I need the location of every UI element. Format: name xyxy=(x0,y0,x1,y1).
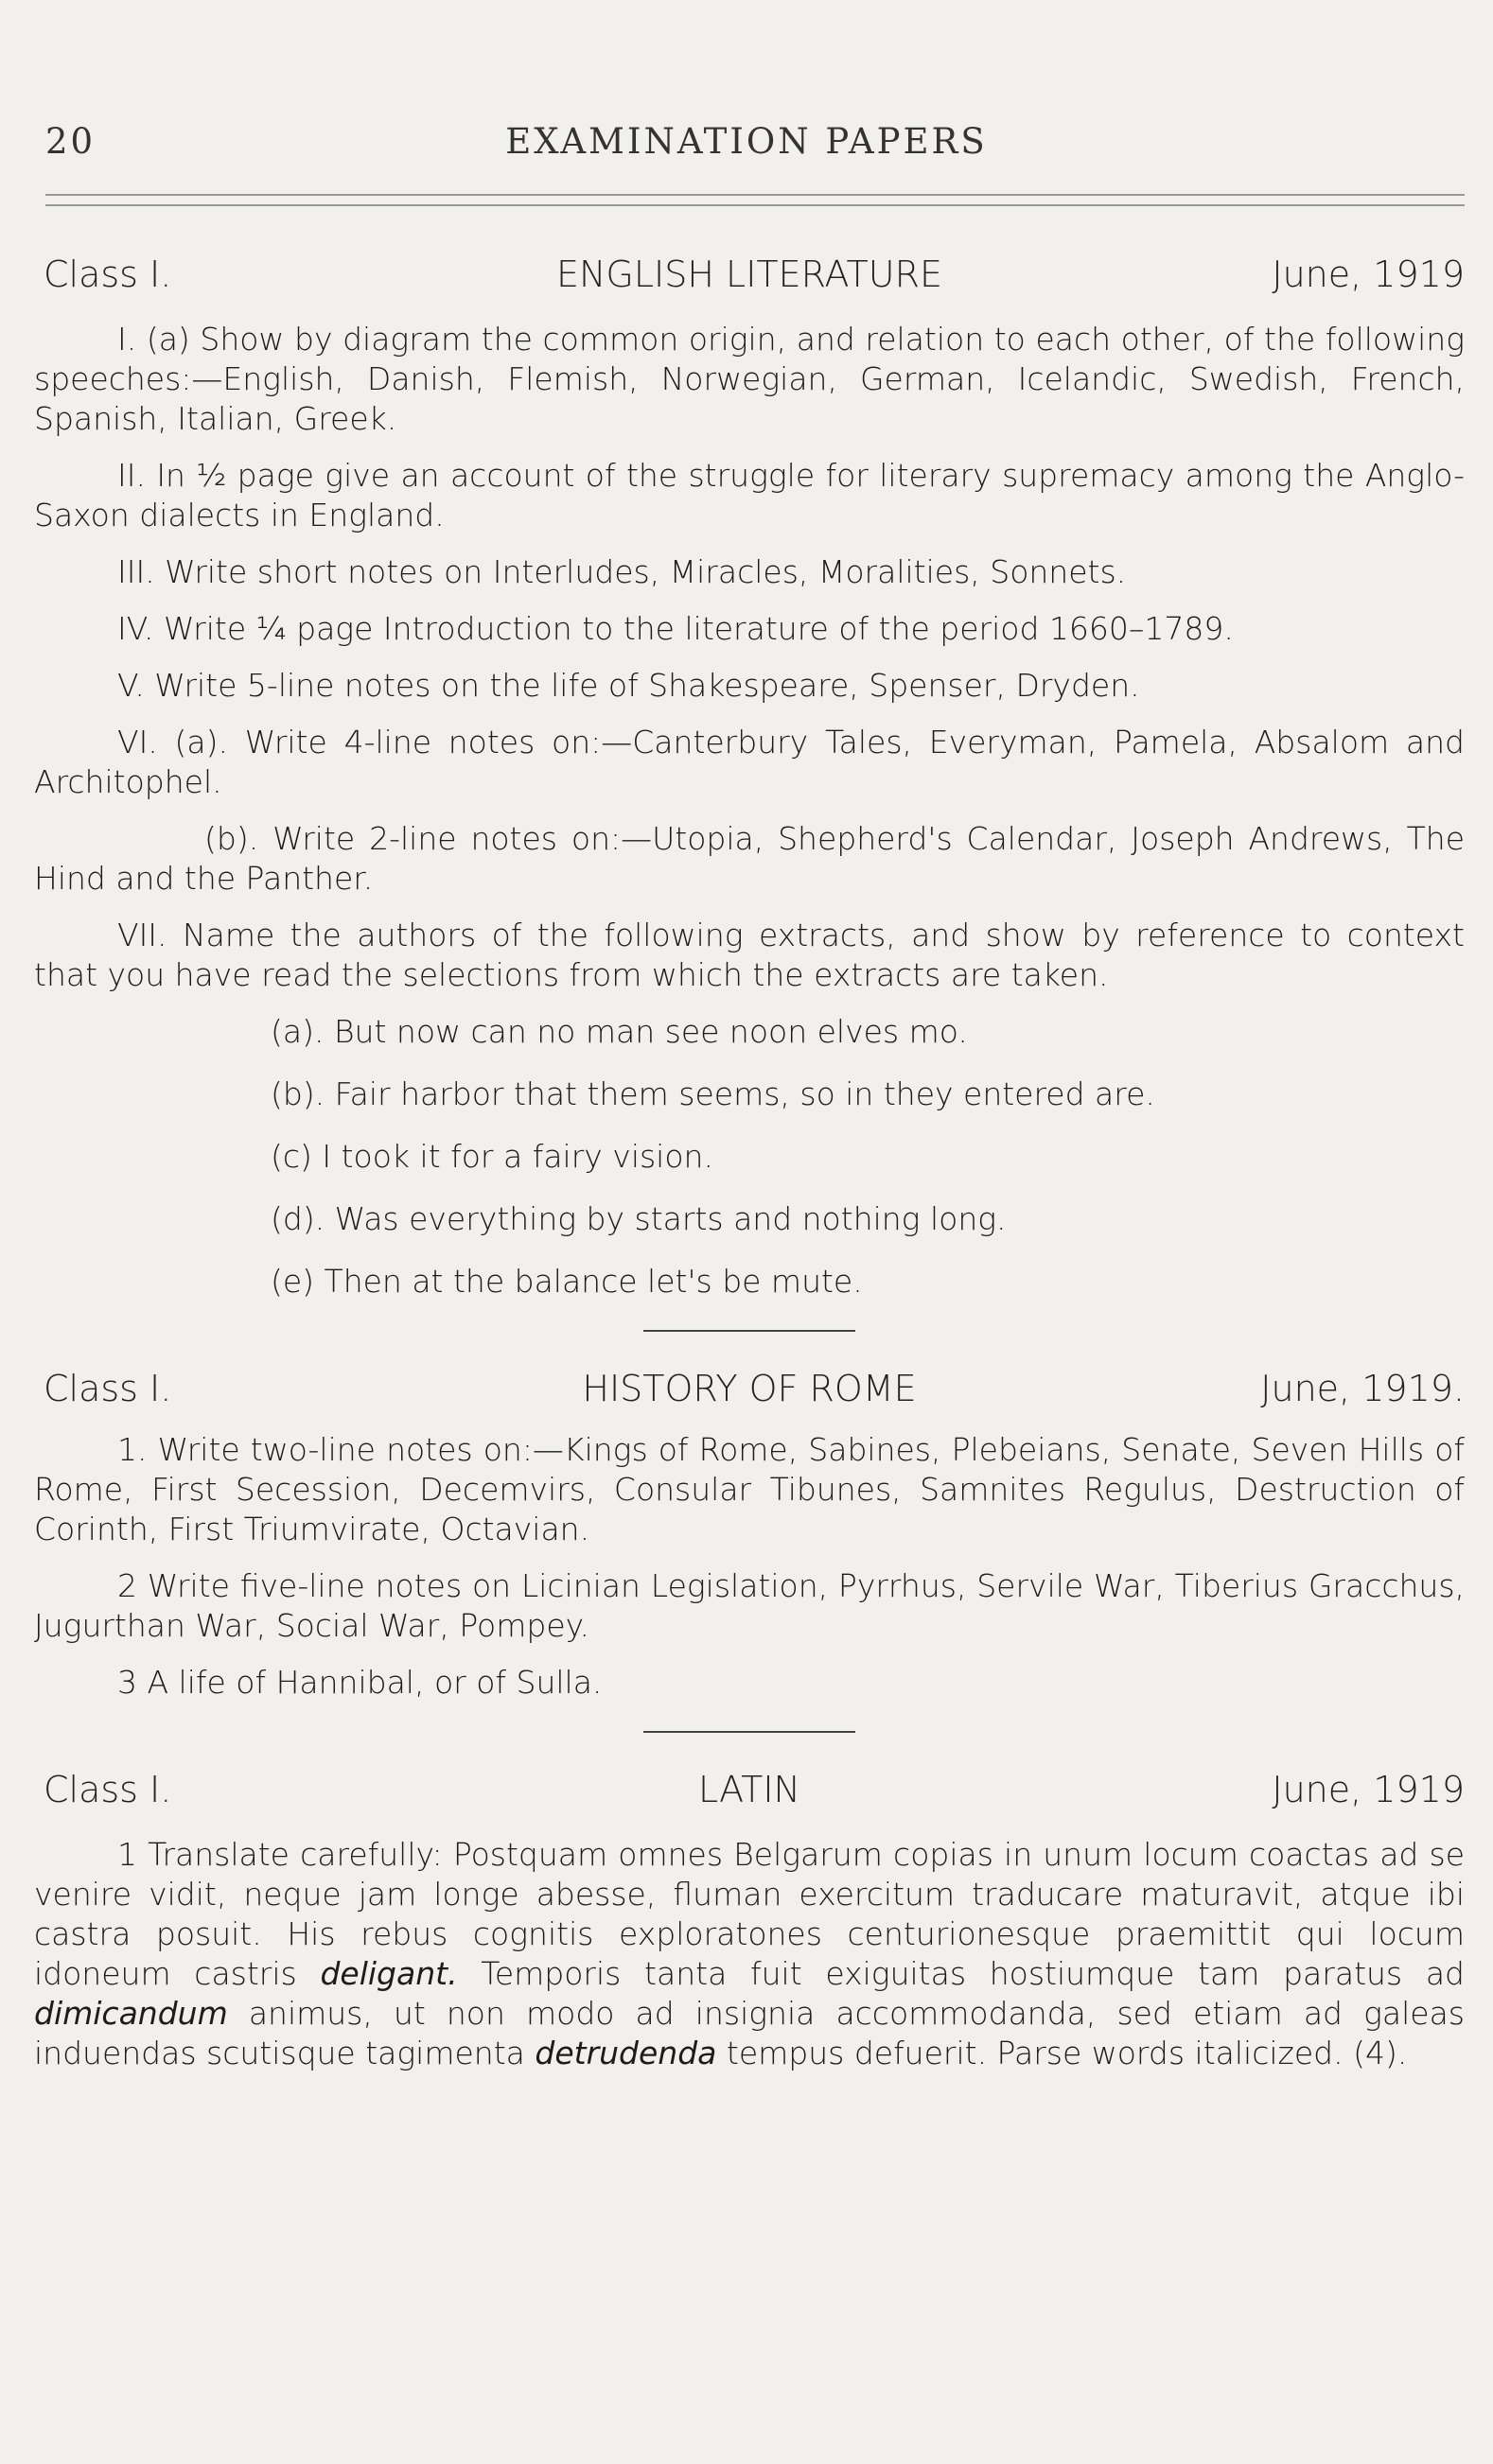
question-text: tempus defuerit. Parse words italicized. (4). xyxy=(716,2035,1408,2071)
question: (b). Write 2-line notes on:—Utopia, Shepherd's Calendar, Joseph Andrews, The Hind and the Panther. xyxy=(34,820,1465,897)
header-rule xyxy=(45,194,1465,196)
question-text: Temporis tanta fuit exiguitas hostiumque tam paratus ad xyxy=(457,1955,1465,1992)
class-label: Class I. xyxy=(44,1769,172,1810)
italic-word: deligant. xyxy=(320,1955,458,1992)
header-rule xyxy=(45,204,1465,206)
latin-section xyxy=(34,1769,1465,2073)
question: IV. Write ¼ page Introduction to the literature of the period 1660–1789. xyxy=(117,610,1234,647)
question-text: animus, ut non modo ad insignia accommodanda, sed etiam ad galeas induendas scutisque tagimenta xyxy=(34,1995,1465,2071)
question: 3 A life of Hannibal, or of Sulla. xyxy=(117,1664,603,1701)
question: 1. Write two-line notes on:—Kings of Rome, Sabines, Plebeians, Senate, Seven Hills of Rome, First Secession, Decemvirs, Consular Tibunes, Samnites Regulus, Destruction of Corinth, First Triumvirate, Octavian. xyxy=(34,1431,1465,1547)
section-date: June, 1919 xyxy=(1272,253,1465,295)
section-divider xyxy=(643,1330,855,1332)
extract: (a). But now can no man see noon elves mo. xyxy=(271,1013,968,1050)
question: V. Write 5-line notes on the life of Shakespeare, Spenser, Dryden. xyxy=(117,667,1140,704)
page-number: 20 xyxy=(45,121,97,162)
section-title: ENGLISH LITERATURE xyxy=(556,253,942,295)
question: VII. Name the authors of the following extracts, and show by reference to context that you have read the selections from which the extracts are taken. xyxy=(34,917,1465,993)
extract: (e) Then at the balance let's be mute. xyxy=(271,1263,863,1300)
question xyxy=(34,1835,1465,2073)
english-literature-section xyxy=(34,253,1465,2090)
section-heading xyxy=(34,1769,1465,1822)
class-label: Class I. xyxy=(44,253,172,295)
italic-word: dimicandum xyxy=(34,1995,228,2032)
section-heading xyxy=(34,1368,1465,1421)
extract: (b). Fair harbor that them seems, so in they entered are. xyxy=(271,1075,1155,1112)
question: 2 Write five-line notes on Licinian Legislation, Pyrrhus, Servile War, Tiberius Gracchus, Jugurthan War, Social War, Pompey. xyxy=(34,1567,1465,1644)
section-heading xyxy=(34,253,1465,306)
extract-list xyxy=(34,1012,1465,1302)
question: I. (a) Show by diagram the common origin, and relation to each other, of the following speeches:—English, Danish, Flemish, Norwegian, German, Icelandic, Swedish, French, Spanish, Italian, Greek. xyxy=(34,321,1465,437)
history-of-rome-section xyxy=(34,1368,1465,1703)
section-title: HISTORY OF ROME xyxy=(582,1368,917,1409)
class-label: Class I. xyxy=(44,1368,172,1409)
section-divider xyxy=(643,1731,855,1733)
section-date: June, 1919. xyxy=(1260,1368,1465,1409)
section-date: June, 1919 xyxy=(1272,1769,1465,1810)
extract: (c) I took it for a fairy vision. xyxy=(271,1138,713,1175)
question-text: 1 Translate carefully: Postquam omnes Belgarum copias in unum locum coactas ad se venire vidit, neque jam longe abesse, fluman exercitum traducare maturavit, atque ibi castra posuit. His rebus cognitis exploratones centurionesque praemittit qui locum idoneum castris xyxy=(34,1836,1465,1992)
italic-word: detrudenda xyxy=(535,2035,717,2071)
question: III. Write short notes on Interludes, Miracles, Moralities, Sonnets. xyxy=(117,553,1127,590)
running-head: EXAMINATION PAPERS xyxy=(505,121,988,162)
section-title: LATIN xyxy=(698,1769,800,1810)
page-header xyxy=(45,121,1448,168)
question: II. In ½ page give an account of the struggle for literary supremacy among the Anglo-Saxon dialects in England. xyxy=(34,457,1465,533)
question: VI. (a). Write 4-line notes on:—Canterbury Tales, Everyman, Pamela, Absalom and Architophel. xyxy=(34,724,1465,800)
extract: (d). Was everything by starts and nothing long. xyxy=(271,1200,1007,1237)
